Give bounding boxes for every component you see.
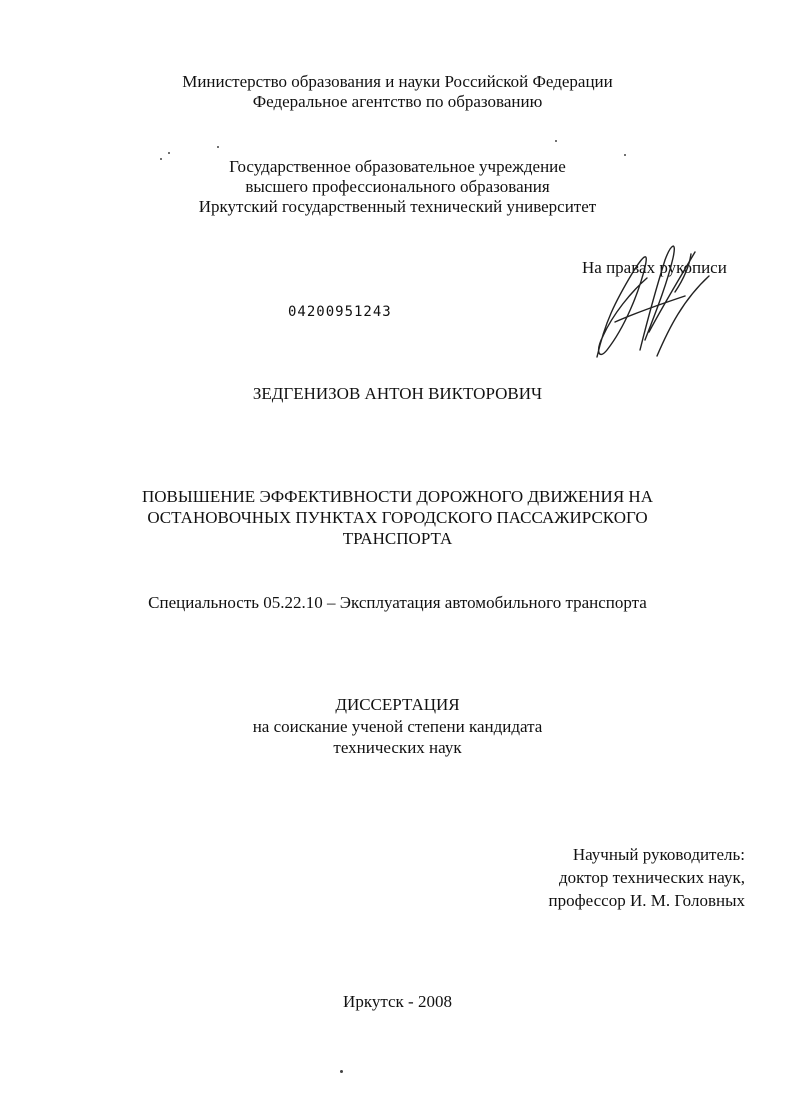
scan-speck	[168, 152, 170, 154]
institution-line-1: Государственное образовательное учреждение	[229, 157, 566, 176]
supervisor-block	[549, 843, 745, 912]
institution-line-3: Иркутский государственный технический университет	[198, 197, 597, 216]
scan-speck	[340, 1070, 343, 1073]
title-line-3: ТРАНСПОРТА	[342, 529, 453, 548]
scan-speck	[217, 146, 219, 148]
scan-speck	[555, 140, 557, 142]
supervisor-label: Научный руководитель:	[572, 845, 745, 864]
institution-line-2: высшего профессионального образования	[245, 177, 550, 196]
scan-speck	[160, 158, 162, 160]
supervisor-degree: доктор технических наук,	[558, 868, 745, 887]
signature-mark	[585, 232, 725, 372]
supervisor-name: профессор И. М. Головных	[548, 891, 745, 910]
catalog-number: 04200951243	[288, 304, 392, 320]
city-year: Иркутск - 2008	[343, 992, 452, 1011]
dissertation-heading: ДИССЕРТАЦИЯ	[335, 695, 460, 714]
dissertation-line-2: технических наук	[333, 738, 462, 757]
agency-line: Федеральное агентство по образованию	[252, 92, 543, 111]
title-line-1: ПОВЫШЕНИЕ ЭФФЕКТИВНОСТИ ДОРОЖНОГО ДВИЖЕНИЯ НА	[142, 487, 653, 506]
dissertation-line-1: на соискание ученой степени кандидата	[252, 717, 543, 736]
ministry-line: Министерство образования и науки Российской Федерации	[182, 72, 613, 91]
author-name: ЗЕДГЕНИЗОВ АНТОН ВИКТОРОВИЧ	[252, 384, 543, 403]
manuscript-note: На правах рукописи	[582, 258, 727, 277]
specialty-line: Специальность 05.22.10 – Эксплуатация автомобильного транспорта	[148, 593, 647, 612]
scan-speck	[624, 154, 626, 156]
title-line-2: ОСТАНОВОЧНЫХ ПУНКТАХ ГОРОДСКОГО ПАССАЖИРСКОГО	[147, 508, 648, 527]
